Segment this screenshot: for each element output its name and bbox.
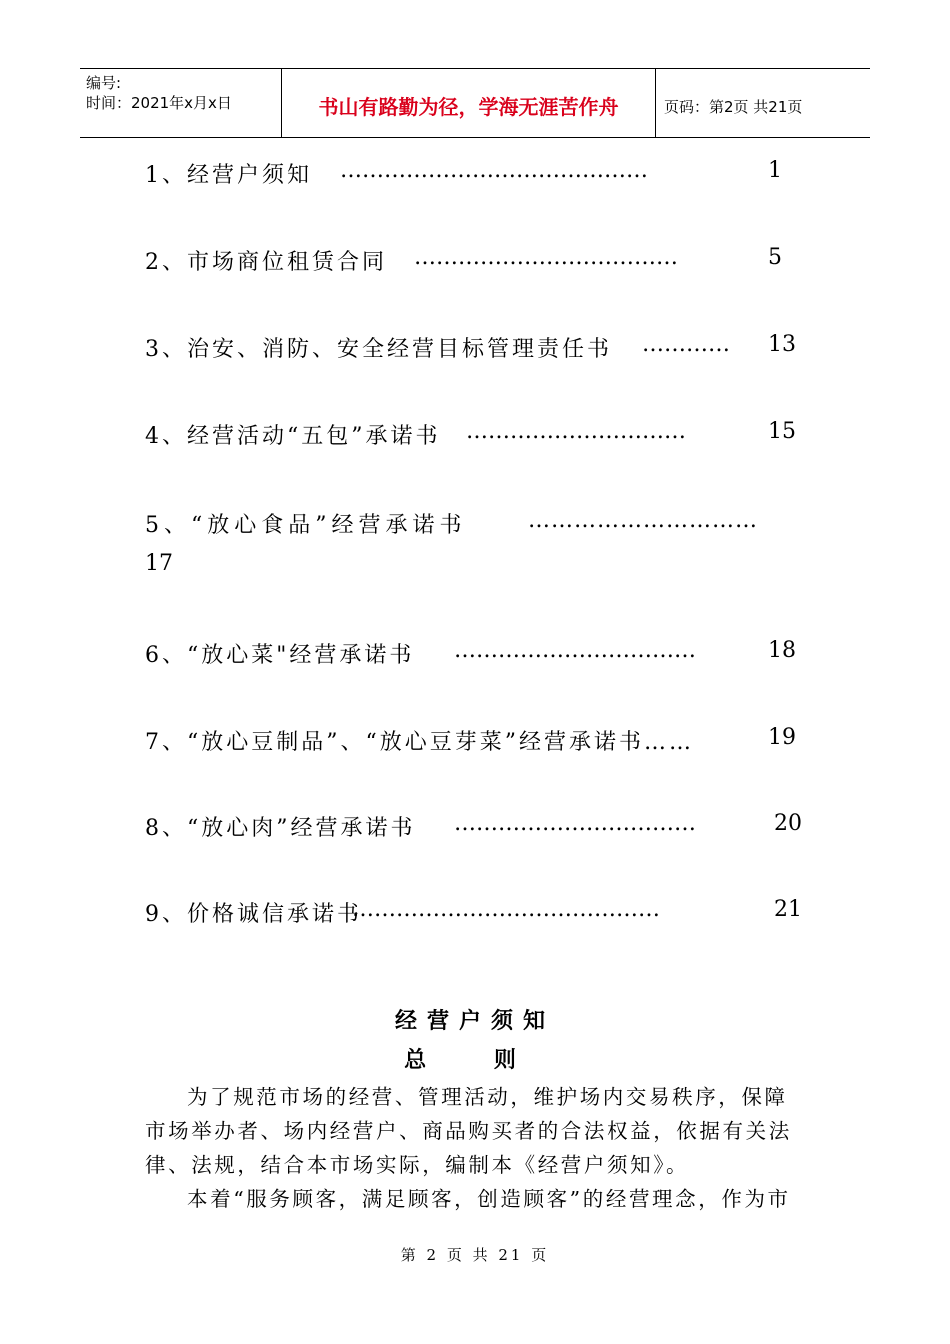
toc-item-8-title[interactable]: 8、“放心肉”经营承诺书 [145,816,416,841]
subsection-title: 总 则 [404,1048,546,1073]
toc-item-9-dots: …………………………………… [352,897,660,922]
header-meta [80,69,282,137]
toc-item-6-page: 18 [768,638,796,663]
toc-item-3-dots: ………… [642,332,730,357]
toc-item-4-dots: ………………………… [466,419,686,444]
toc-item-5-title[interactable]: 5、“放心食品”经营承诺书 [145,513,467,538]
toc-item-3-page: 13 [768,332,796,357]
toc-item-7-title[interactable]: 7、“放心豆制品”、“放心豆芽菜”经营承诺书…… [145,730,694,755]
toc-item-9-title[interactable]: 9、价格诚信承诺书 [145,902,362,927]
toc-item-2-dots: ……………………………… [414,245,678,270]
toc-item-1-dots: …………………………………… [340,158,648,183]
page-header [80,68,870,138]
body-paragraph-2: 本着“服务顾客，满足顾客，创造顾客”的经营理念，作为市 [187,1187,791,1211]
toc-item-8-page: 20 [774,811,802,836]
toc-item-1-page: 1 [768,158,782,183]
toc-item-5-dots: ………………………… [528,508,758,533]
toc-item-1-title[interactable]: 1、经营户须知 [145,163,312,188]
toc-item-2-page: 5 [768,245,782,270]
page-footer: 第 2 页 共 21 页 [400,1246,550,1264]
header-page-info: 页码：第2页 共21页 [664,97,803,116]
number-label: 编号: [86,74,122,92]
toc-item-9-page: 21 [774,897,802,922]
toc-item-4-title[interactable]: 4、经营活动“五包”承诺书 [145,424,441,449]
time-label: 时间：2021年x月x日 [86,94,232,112]
toc-item-6-title[interactable]: 6、“放心菜"经营承诺书 [145,643,415,668]
toc-item-3-title[interactable]: 3、治安、消防、安全经营目标管理责任书 [145,337,612,362]
header-motto: 书山有路勤为径，学海无涯苦作舟 [282,69,656,137]
toc-item-4-page: 15 [768,419,796,444]
toc-item-5-page: 17 [145,551,173,576]
section-title: 经营户须知 [394,1009,555,1034]
toc-item-7-page: 19 [768,725,796,750]
body-paragraph-1: 为了规范市场的经营、管理活动，维护场内交易秩序，保障市场举办者、场内经营户、商品购买者的合法权益，依据有关法律、法规，结合本市场实际，编制本《经营户须知》。 [145,1085,792,1177]
toc-item-2-title[interactable]: 2、市场商位租赁合同 [145,250,387,275]
toc-item-8-dots: …………………………… [454,811,696,836]
toc-item-6-dots: …………………………… [454,638,696,663]
